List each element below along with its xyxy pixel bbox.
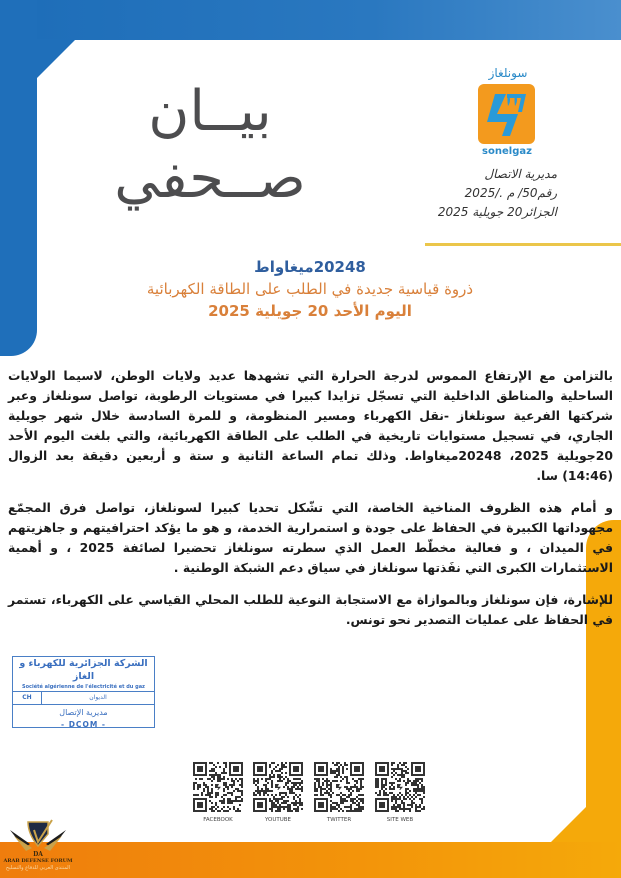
header-blue-band (0, 0, 621, 40)
stamp-company-ar: الشركة الجزائرية للكهرباء و الغاز (19, 658, 148, 682)
watermark-name-ar: المنتدى العربي للدفاع والتسليح (5, 865, 71, 871)
stamp-code: CH (13, 692, 42, 704)
logo-arabic-name: سونلغاز (488, 66, 528, 80)
headline-line2: اليوم الأحد 20 جويلية 2025 (208, 302, 412, 320)
qr-code-icon (253, 762, 303, 812)
watermark-logo (2, 818, 74, 872)
stamp-dept-code: - DCOM - (60, 720, 107, 729)
qr-code-icon (375, 762, 425, 812)
reference-block (438, 165, 557, 222)
reference-number: رقم50/ م ./2025 (464, 186, 557, 200)
qr-facebook[interactable] (193, 762, 243, 824)
reference-place-date: الجزائر20 جويلية 2025 (437, 205, 557, 219)
qr-label: SITE WEB (386, 817, 414, 823)
page-title: بيــان صــحفي (114, 79, 306, 212)
qr-label: FACEBOOK (203, 817, 233, 823)
stamp-company-fr: Société algérienne de l'électricité et du gaz (13, 683, 154, 692)
reference-department: مديرية الاتصال (484, 167, 557, 181)
body-column (8, 366, 613, 642)
headline-power: 20248ميغاواط (254, 258, 366, 276)
qr-twitter[interactable] (314, 762, 364, 824)
header-divider (425, 243, 621, 246)
shield-wings-icon (4, 818, 72, 858)
qr-label: TWITTER (326, 817, 352, 823)
qr-youtube[interactable] (253, 762, 303, 824)
qr-site-web[interactable] (375, 762, 425, 824)
stamp-department: مديرية الإتصال (59, 708, 108, 717)
qr-label: YOUTUBE (264, 817, 292, 823)
qr-code-icon (314, 762, 364, 812)
stamp-office: الديوان (89, 694, 107, 701)
left-blue-bar (0, 0, 37, 356)
body-paragraph-3: للإشارة، فإن سونلغاز وبالموازاة مع الاستجابة النوعية للطلب المحلي القياسي على الكهرباء، تستمر في الحفاظ على عمليات التصدير نحو تونس. (8, 592, 613, 627)
orange-corner-chamfer (548, 805, 588, 845)
watermark-name-en: ARAB DEFENSE FORUM (3, 858, 73, 864)
headline-line1: ذروة قياسية جديدة في الطلب على الطاقة الكهربائية (146, 280, 474, 298)
body-paragraph-2: و أمام هذه الظروف المناخية الخاصة، التي تشّكل تحديا كبيرا لسونلغاز، تواصل فرق المجمّع مجهوداتها الكبيرة في الحفاظ على جودة و استمرارية الخدمة، و هو ما يؤكد احترافيتهم و جاهزيتهم في الميدان ، و فعالية مخطّط العمل الذي سطرته سونلغاز تحضيرا لصائفة 2025 ، و أهمية الاستثمارات الكبرى التي نفَذتها سونلغاز في سياق دعم الشبكة الوطنية . (8, 500, 613, 575)
blue-corner-chamfer (36, 39, 76, 79)
sonelgaz-logo-icon (478, 84, 535, 144)
body-paragraph-1: بالتزامن مع الإرتفاع المموس لدرجة الحرارة التي تشهدها عديد ولايات الوطن، لاسيما الولايات الساحلية والمناطق الداخلية التي تسجّل تزايدا كبيرا في مستويات الرطوبة، تواصل سونلغاز وعبر شركتها الفرعية سونلغاز -نقل الكهرباء ومسير المنظومة، و للمرة السادسة خلال شهر جويلية الجاري، في تسجيل مستوايات تاريخية في الطلب على الطاقة الكهربائية، والتي بلغت اليوم الأحد 20جويلية 2025، 20248ميغاواط. وذلك تمام الساعة الثانية و ستة و أربعين دقيقة بعد الزوال (14:46) سا. (8, 368, 613, 483)
watermark-logo-text: DA (33, 851, 43, 858)
headline-block (60, 256, 560, 322)
logo-english-name: sonelgaz (482, 146, 532, 157)
footer-orange-band (0, 842, 621, 878)
qr-code-icon (193, 762, 243, 812)
official-stamp (12, 656, 155, 728)
